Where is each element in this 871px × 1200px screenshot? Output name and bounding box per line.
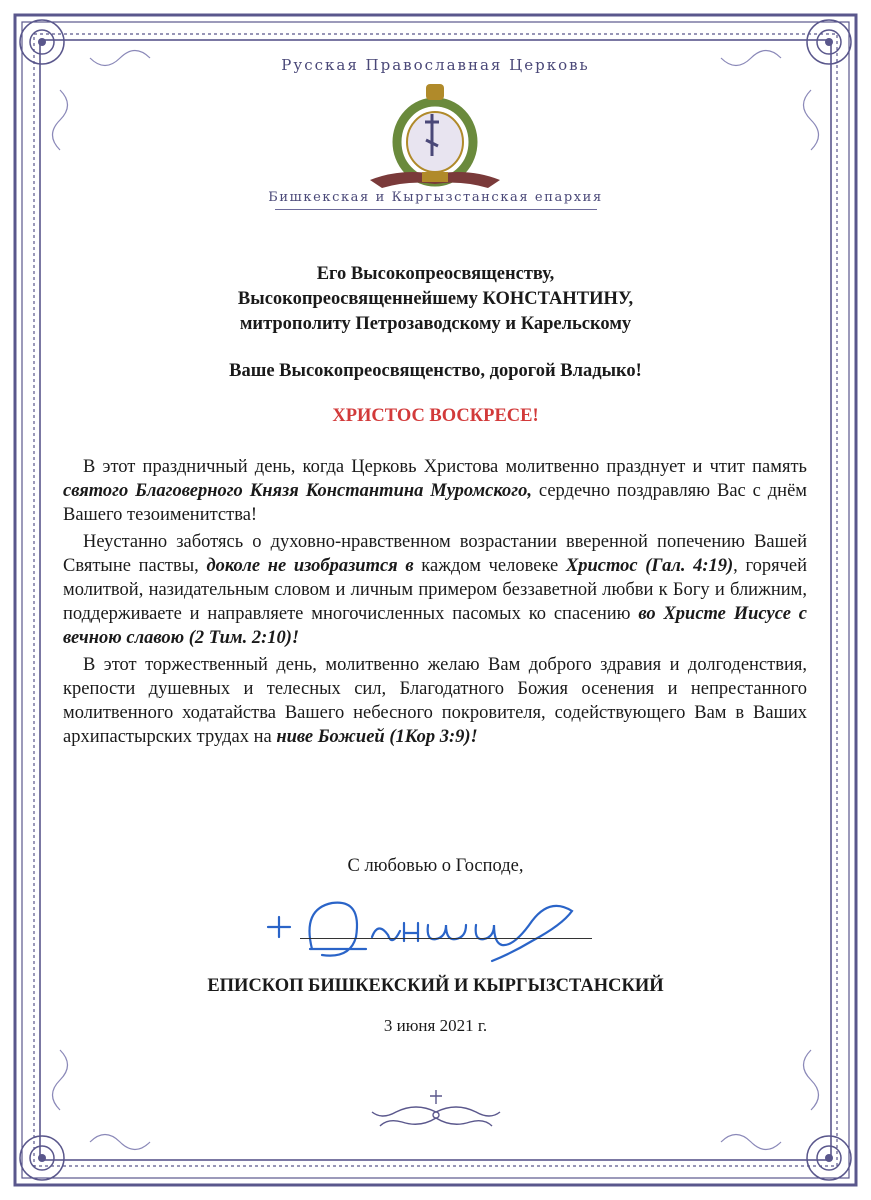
text-run: , горячей молитвой, назидательным словом и личным примером беззаветной любви к Богу и ближним, поддерживаете и направляете многочисленных пасомых ко спасению (63, 556, 807, 624)
church-name: Русская Православная Церковь (281, 56, 590, 74)
text-run: каждом человеке (413, 556, 566, 576)
emphasis: доколе не изобразится в (206, 556, 414, 576)
letter-body (63, 455, 807, 752)
letter-date: 3 июня 2021 г. (383, 1016, 488, 1035)
paragraph-1 (63, 455, 807, 527)
handwritten-signature (262, 893, 592, 965)
text-run: Неустанно заботясь о духовно-нравственном возрастании вверенной попечению Вашей Святыне паствы, (63, 532, 807, 576)
emphasis: Христос (Гал. 4:19) (565, 556, 734, 576)
addressee-line: Высокопреосвященнейшему КОНСТАНТИНУ, (237, 289, 634, 309)
eparchy-name: Бишкекская и Кыргызстанская епархия (268, 190, 603, 205)
addressee-line: Его Высокопреосвященству, (316, 264, 555, 284)
addressee (0, 262, 871, 337)
emphasis: ниве Божией (1Кор 3:9)! (276, 727, 478, 747)
eparchy-emblem (360, 80, 510, 192)
easter-greeting: ХРИСТОС ВОСКРЕСЕ! (332, 406, 539, 426)
text-run: В этот праздничный день, когда Церковь Христова молитвенно празднует и чтит память (83, 457, 807, 477)
text-run: В этот торжественный день, молитвенно желаю Вам доброго здравия и долгоденствия, крепости душевных и телесных сил, Благодатного Божия осенения и непрестанного молитвенного ходатайства Вашего небесного покровителя, содействующего Вам в Ваших архипастырских трудах на (63, 655, 807, 747)
closing-phrase: С любовью о Господе, (347, 856, 524, 876)
salutation: Ваше Высокопреосвященство, дорогой Владыко! (229, 361, 642, 381)
signature-line (300, 938, 592, 939)
paragraph-3 (63, 653, 807, 749)
text-run: сердечно поздравляю Вас с днём Вашего тезоименитства! (63, 481, 807, 525)
emphasis: святого Благоверного Князя Константина Муромского, (63, 481, 532, 501)
emphasis: во Христе Иисусе с вечною славою (2 Тим. 2:10)! (63, 604, 807, 648)
header-divider (275, 209, 597, 210)
cross-flourish-icon (370, 1088, 502, 1136)
paragraph-2 (63, 530, 807, 650)
addressee-line: митрополиту Петрозаводскому и Карельскому (239, 314, 632, 334)
signatory-title: ЕПИСКОП БИШКЕКСКИЙ И КЫРГЫЗСТАНСКИЙ (207, 976, 664, 996)
